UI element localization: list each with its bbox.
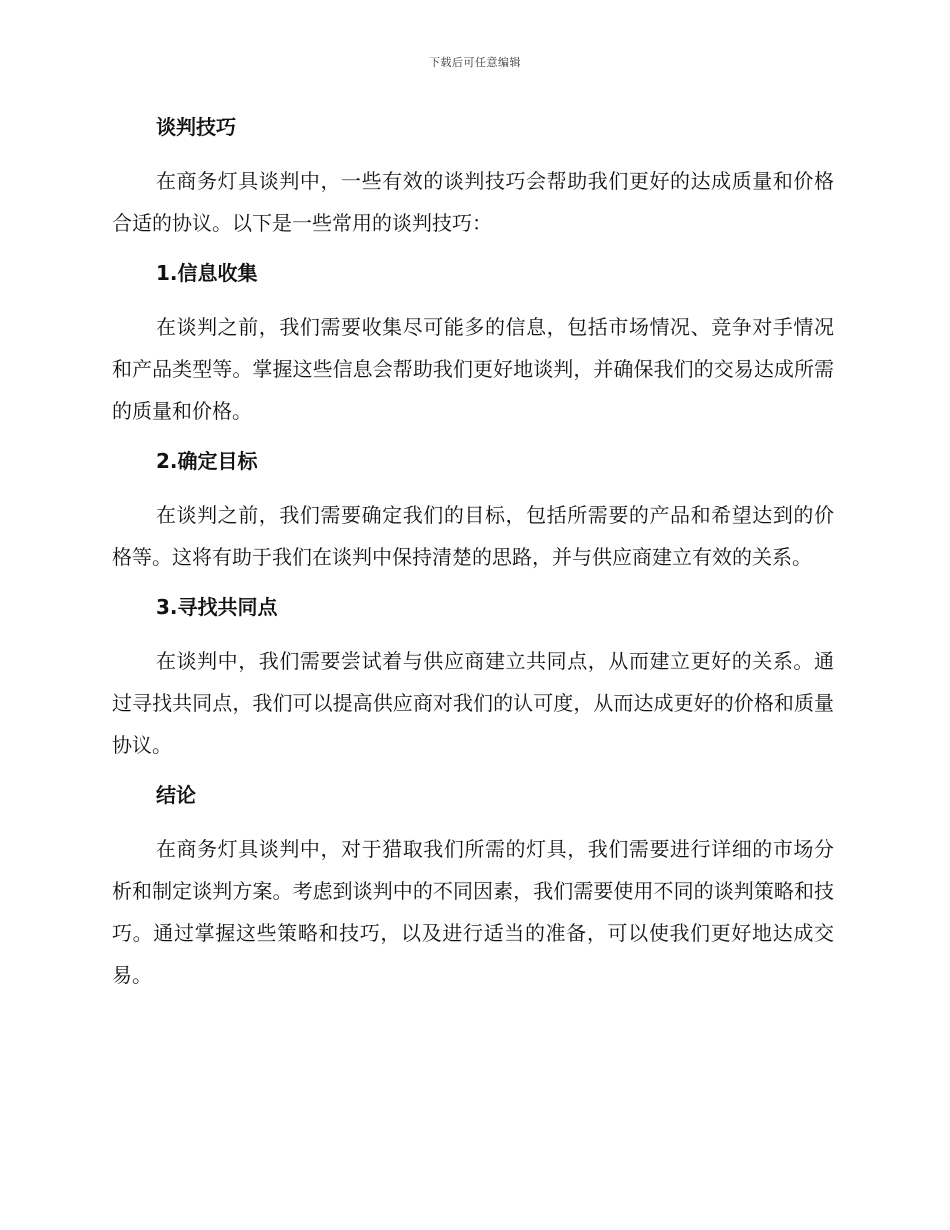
section-paragraph-set-goals: 在谈判之前，我们需要确定我们的目标，包括所需要的产品和希望达到的价格等。这将有助于我们在谈判中保持清楚的思路，并与供应商建立有效的关系。 xyxy=(112,503,834,569)
section-paragraph-conclusion: 在商务灯具谈判中，对于猎取我们所需的灯具，我们需要进行详细的市场分析和制定谈判方案。考虑到谈判中的不同因素，我们需要使用不同的谈判策略和技巧。通过掌握这些策略和技巧，以及进行适当的准备，可以使我们更好地达成交易。 xyxy=(112,837,834,987)
section-paragraph-common-ground: 在谈判中，我们需要尝试着与供应商建立共同点，从而建立更好的关系。通过寻找共同点，我们可以提高供应商对我们的认可度，从而达成更好的价格和质量协议。 xyxy=(112,649,834,757)
document-body xyxy=(112,112,834,1010)
section-heading-set-goals: 2.确定目标 xyxy=(156,449,258,473)
section-heading-negotiation-skills: 谈判技巧 xyxy=(156,115,236,139)
section-heading-common-ground: 3.寻找共同点 xyxy=(156,595,278,619)
section-heading-information-gathering: 1.信息收集 xyxy=(156,261,258,285)
section-heading-conclusion: 结论 xyxy=(156,783,196,807)
section-paragraph-information-gathering: 在谈判之前，我们需要收集尽可能多的信息，包括市场情况、竞争对手情况和产品类型等。掌握这些信息会帮助我们更好地谈判，并确保我们的交易达成所需的质量和价格。 xyxy=(112,315,834,423)
page-header-note: 下载后可任意编辑 xyxy=(429,56,521,69)
section-paragraph-negotiation-skills: 在商务灯具谈判中，一些有效的谈判技巧会帮助我们更好的达成质量和价格合适的协议。以下是一些常用的谈判技巧： xyxy=(112,169,834,235)
